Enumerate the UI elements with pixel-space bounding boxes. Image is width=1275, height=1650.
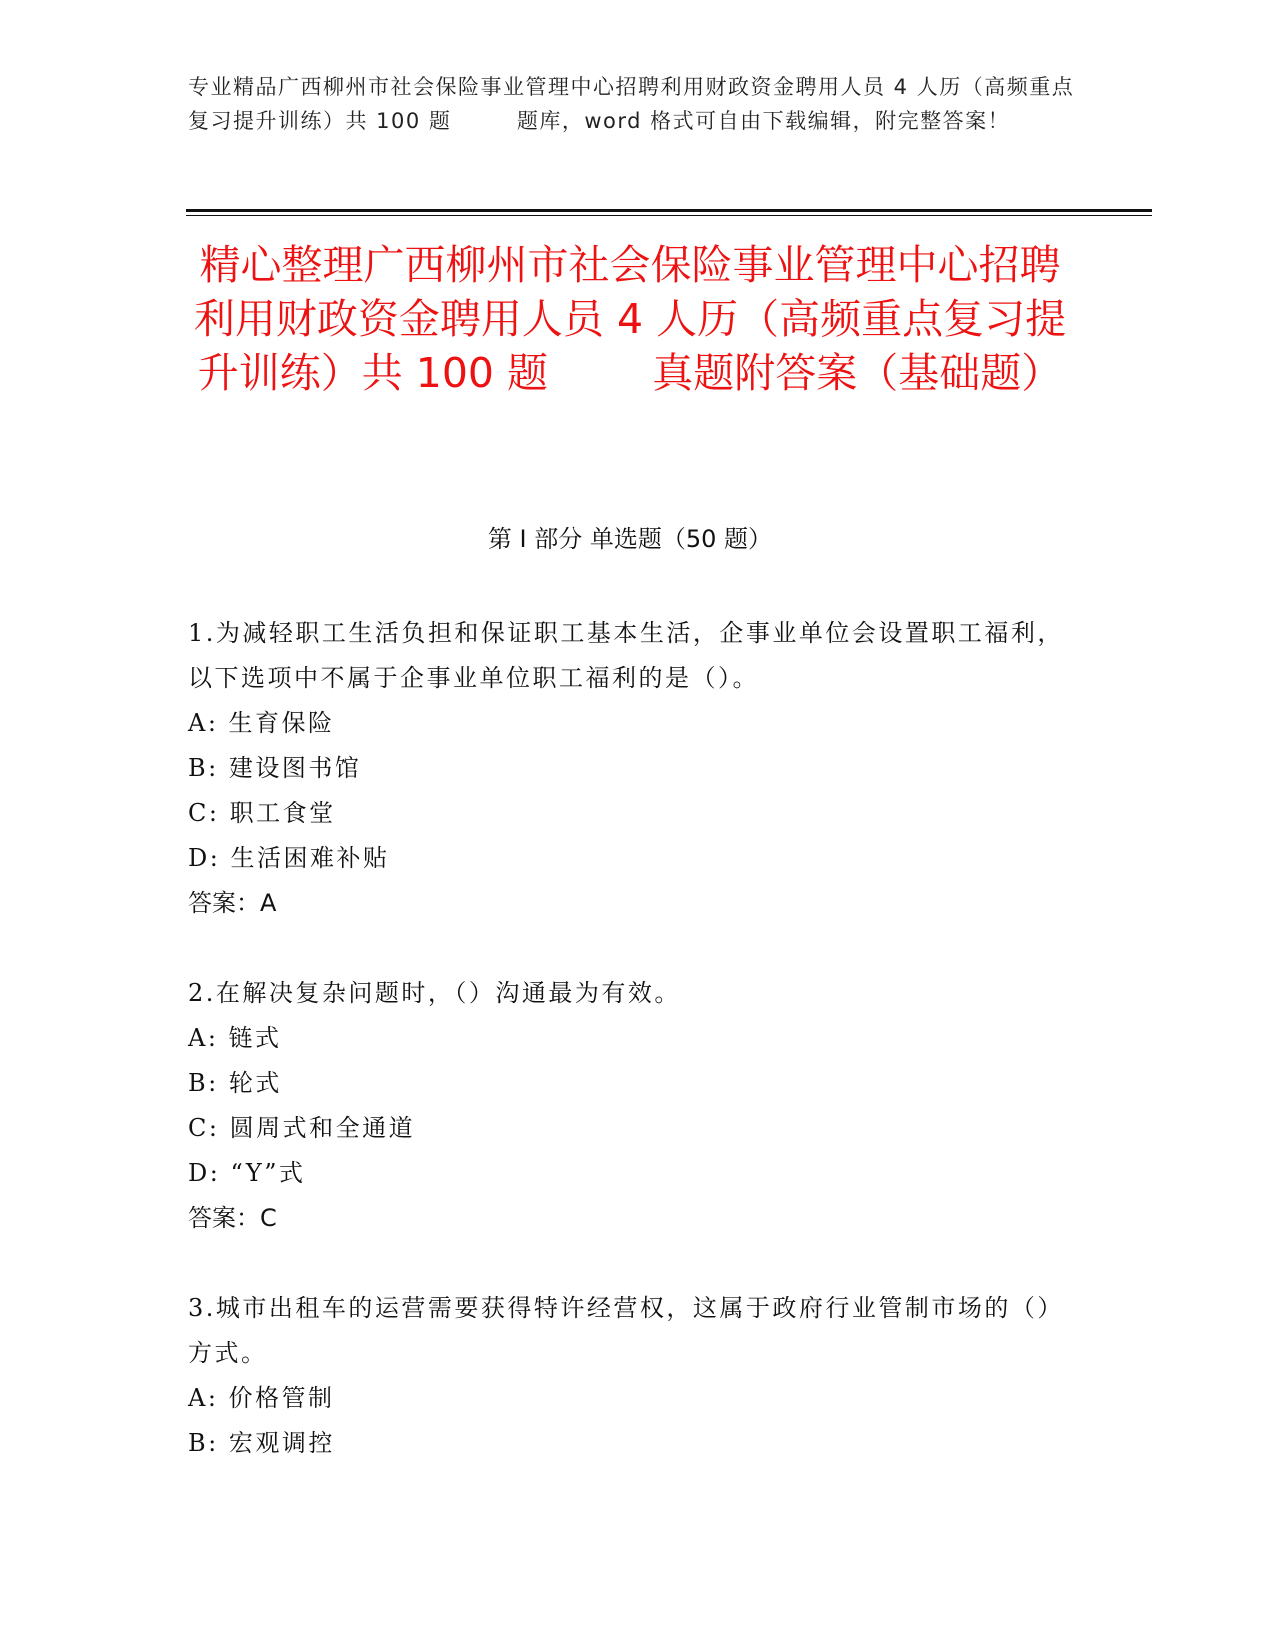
answer-line: 答案：C [188, 1204, 277, 1232]
section-heading: 第 I 部分 单选题（50 题） [487, 525, 773, 553]
option-a: A: 生育保险 [188, 709, 335, 737]
document-title: 精心整理广西柳州市社会保险事业管理中心招聘利用财政资金聘用人员 4 人历（高频重点复习提升训练）共 100 题 真题附答案（基础题） [193, 241, 1067, 397]
question-stem: 3.城市出租车的运营需要获得特许经营权，这属于政府行业管制市场的（）方式。 [188, 1294, 1064, 1367]
answer-line: 答案：A [188, 889, 277, 917]
option-c: C: 职工食堂 [188, 799, 336, 827]
question-stem: 2.在解决复杂问题时，（）沟通最为有效。 [188, 979, 681, 1007]
option-b: B: 轮式 [188, 1069, 282, 1097]
option-b: B: 建设图书馆 [188, 754, 362, 782]
option-c: C: 圆周式和全通道 [188, 1114, 416, 1142]
question-3 [188, 1286, 1068, 1466]
option-a: A: 价格管制 [188, 1384, 335, 1412]
question-list [188, 611, 1068, 1511]
header-note: 专业精品广西柳州市社会保险事业管理中心招聘利用财政资金聘用人员 4 人历（高频重点复习提升训练）共 100 题 题库，word 格式可自由下载编辑，附完整答案！ [188, 75, 1075, 133]
option-d: D: 生活困难补贴 [188, 844, 390, 872]
header-divider-thin [186, 215, 1152, 216]
question-stem: 1.为减轻职工生活负担和保证职工基本生活，企事业单位会设置职工福利，以下选项中不属于企事业单位职工福利的是（）。 [188, 619, 1064, 692]
question-2 [188, 971, 1068, 1241]
option-a: A: 链式 [188, 1024, 282, 1052]
question-1 [188, 611, 1068, 926]
header-divider-thick [186, 209, 1152, 212]
option-b: B: 宏观调控 [188, 1429, 335, 1457]
option-d: D: “Y”式 [188, 1159, 306, 1187]
